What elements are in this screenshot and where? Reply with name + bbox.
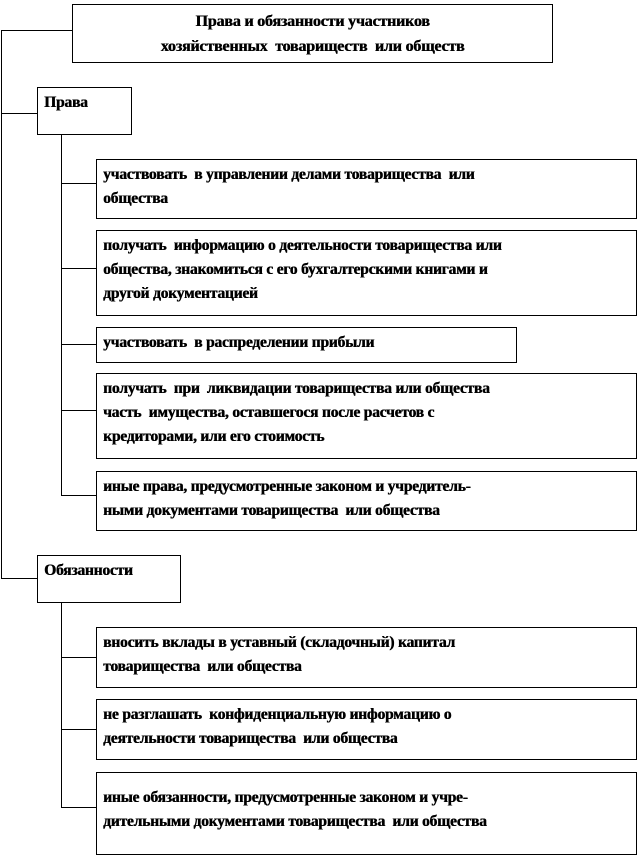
duties-heading-text: Обязанности	[44, 562, 133, 579]
rights-heading	[37, 87, 132, 135]
connector-rights-item-5	[61, 495, 96, 496]
connector-duties	[1, 578, 37, 579]
connector-duties-vertical	[61, 602, 62, 808]
connector-duties-item-1	[61, 657, 96, 658]
connector-rights-item-2	[61, 268, 96, 269]
connector-rights-item-4	[61, 410, 96, 411]
rights-item	[96, 327, 517, 363]
duties-item	[96, 627, 637, 688]
rights-item	[96, 471, 637, 531]
rights-item-text: иные права, предусмотренные законом и учредитель- ными документами товарищества или общества	[103, 478, 471, 519]
connector-rights-vertical	[61, 134, 62, 496]
diagram-title-text: Права и обязанности участников хозяйственных товариществ или обществ	[160, 13, 465, 55]
rights-item	[96, 230, 637, 316]
rights-item-text: участвовать в управлении делами товарищества или общества	[103, 166, 475, 207]
connector-rights	[1, 113, 37, 114]
connector-title	[1, 30, 72, 31]
duties-item	[96, 699, 637, 760]
rights-item	[96, 159, 637, 219]
rights-item-text: участвовать в распределении прибыли	[103, 334, 375, 351]
rights-item-text: получать информацию о деятельности товарищества или общества, знакомиться с его бухгалтерскими книгами и другой документацией	[103, 237, 502, 302]
duties-item-text: вносить вклады в уставный (складочный) капитал товарищества или общества	[103, 634, 455, 675]
connector-duties-item-2	[61, 729, 96, 730]
rights-item-text: получать при ликвидации товарищества или общества часть имущества, оставшегося после расчетов с кредиторами, или его стоимость	[103, 380, 490, 445]
duties-item-text: не разглашать конфиденциальную информацию о деятельности товарищества или общества	[103, 706, 452, 747]
connector-rights-item-1	[61, 183, 96, 184]
duties-item	[96, 772, 637, 855]
rights-item	[96, 373, 637, 459]
duties-heading	[37, 555, 181, 603]
duties-item-text: иные обязанности, предусмотренные законом и учре- дительными документами товарищества или общества	[103, 789, 487, 830]
rights-heading-text: Права	[44, 94, 88, 111]
diagram-title	[72, 4, 553, 63]
connector-duties-item-3	[61, 807, 96, 808]
connector-rights-item-3	[61, 344, 96, 345]
